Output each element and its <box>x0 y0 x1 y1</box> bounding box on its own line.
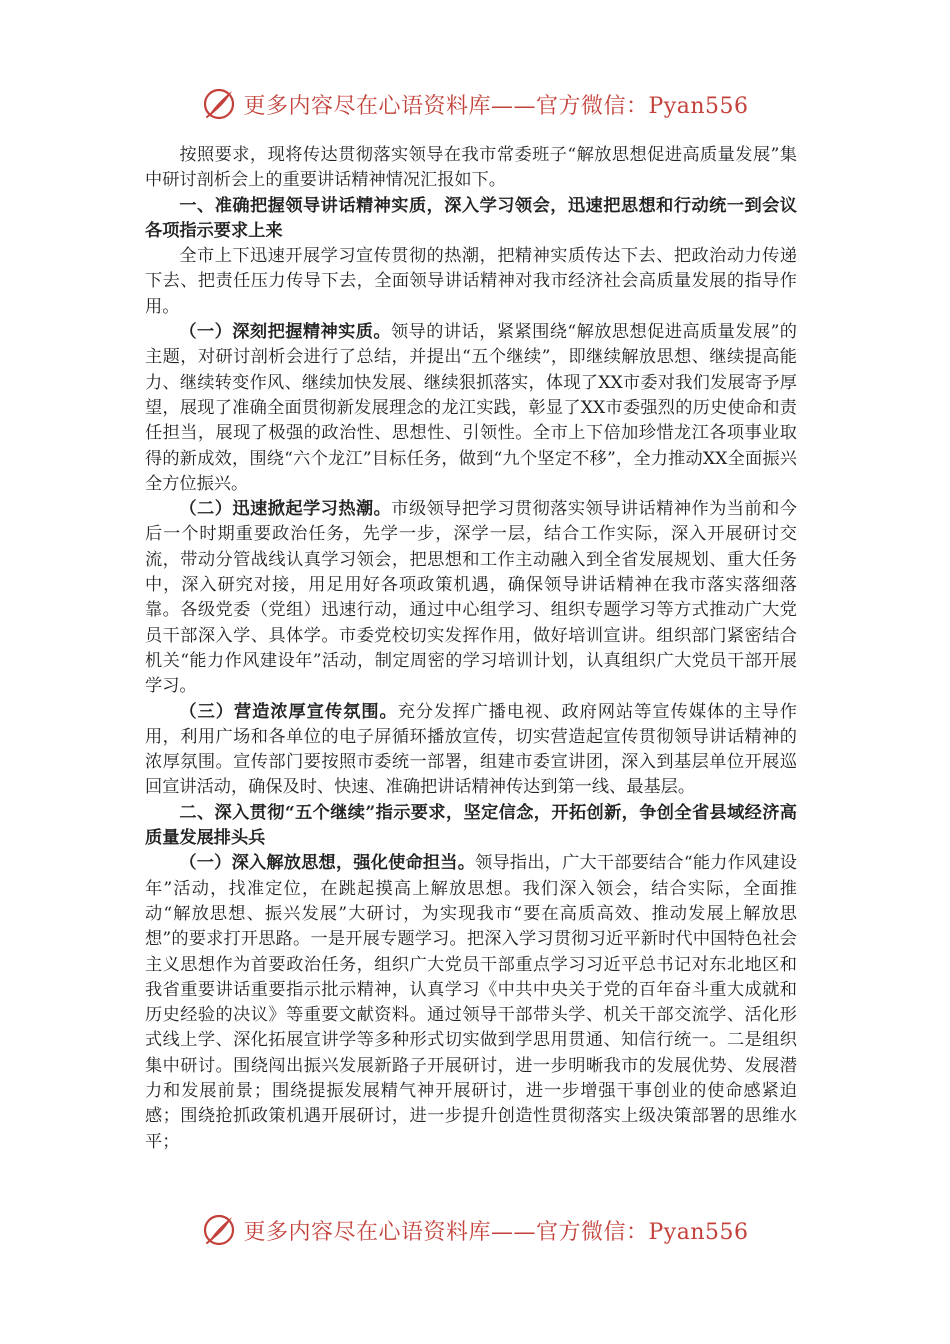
footer-watermark-banner <box>0 1210 950 1250</box>
document-body <box>145 143 797 1155</box>
subsection-1 <box>145 320 797 497</box>
header-watermark-banner <box>0 84 950 124</box>
section-heading-2: 二、深入贯彻“五个继续”指示要求，坚定信念，开拓创新，争创全省县域经济高质量发展排头兵 <box>145 802 797 849</box>
subsection-2-body: 市级领导把学习贯彻落实领导讲话精神作为当前和今后一个时期重要政治任务，先学一步，深学一层，结合工作实际，深入开展研讨交流，带动分管战线认真学习领会，把思想和工作主动融入到全省发展规划、重大任务中，深入研究对接，用足用好各项政策机遇，确保领导讲话精神在我市落实落细落靠。各级党委（党组）迅速行动，通过中心组学习、组织专题学习等方式推动广大党员干部深入学、具体学。市委党校切实发挥作用，做好培训宣讲。组织部门紧密结合机关“能力作风建设年”活动，制定周密的学习培训计划，认真组织广大党员干部开展学习。 <box>145 499 797 697</box>
quill-pen-circle-icon <box>201 1212 237 1248</box>
section-heading-1: 一、准确把握领导讲话精神实质，深入学习领会，迅速把思想和行动统一到会议各项指示要求上来 <box>145 195 797 241</box>
subsection-2-title: （二）迅速掀起学习热潮。 <box>179 499 392 520</box>
banner-text: 更多内容尽在心语资料库——官方微信：Pyan556 <box>243 1219 749 1245</box>
subsection-4-title: （一）深入解放思想，强化使命担当。 <box>179 853 476 874</box>
intro-paragraph: 按照要求，现将传达贯彻落实领导在我市常委班子“解放思想促进高质量发展”集中研讨剖析会上的重要讲话精神情况汇报如下。 <box>145 145 797 191</box>
banner-text: 更多内容尽在心语资料库——官方微信：Pyan556 <box>243 93 749 119</box>
subsection-1-title: （一）深刻把握精神实质。 <box>179 322 392 343</box>
subsection-3-body: 充分发挥广播电视、政府网站等宣传媒体的主导作用，利用广场和各单位的电子屏循环播放宣传，切实营造起宣传贯彻领导讲话精神的浓厚氛围。宣传部门要按照市委统一部署，组建市委宣讲团，深入到基层单位开展巡回宣讲活动，确保及时、快速、准确把讲话精神传达到第一线、最基层。 <box>145 701 797 798</box>
subsection-4 <box>145 851 797 1155</box>
subsection-1-body: 领导的讲话，紧紧围绕“解放思想促进高质量发展”的主题，对研讨剖析会进行了总结，并提出“五个继续”，即继续解放思想、继续提高能力、继续转变作风、继续加快发展、继续狠抓落实，体现了XX市委对我们发展寄予厚望，展现了准确全面贯彻新发展理念的龙江实践，彰显了XX市委强烈的历史使命和责任担当，展现了极强的政治性、思想性、引领性。全市上下倍加珍惜龙江各项事业取得的新成效，围绕“六个龙江”目标任务，做到“九个坚定不移”，全力推动XX全面振兴全方位振兴。 <box>145 322 797 494</box>
subsection-4-body: 领导指出，广大干部要结合“能力作风建设年”活动，找准定位，在跳起摸高上解放思想。我们深入领会，结合实际，全面推动“解放思想、振兴发展”大研讨，为实现我市“要在高质高效、推动发展上解放思想”的要求打开思路。一是开展专题学习。把深入学习贯彻习近平新时代中国特色社会主义思想作为首要政治任务，组织广大党员干部重点学习习近平总书记对东北地区和我省重要讲话重要指示批示精神，认真学习《中共中央关于党的百年奋斗重大成就和历史经验的决议》等重要文献资料。通过领导干部带头学、机关干部交流学、活化形式线上学、深化拓展宣讲学等多种形式切实做到学思用贯通、知信行统一。二是组织集中研讨。围绕闯出振兴发展新路子开展研讨，进一步明晰我市的发展优势、发展潜力和发展前景；围绕提振发展精气神开展研讨，进一步增强干事创业的使命感紧迫感；围绕抢抓政策机遇开展研讨，进一步提升创造性贯彻落实上级决策部署的思维水平； <box>145 853 797 1152</box>
subsection-2 <box>145 497 797 699</box>
quill-pen-circle-icon <box>201 86 237 122</box>
paragraph-1: 全市上下迅速开展学习宣传贯彻的热潮，把精神实质传达下去、把政治动力传递下去、把责任压力传导下去，全面领导讲话精神对我市经济社会高质量发展的指导作用。 <box>145 246 797 317</box>
subsection-3-title: （三）营造浓厚宣传氛围。 <box>179 701 398 722</box>
subsection-3 <box>145 700 797 801</box>
